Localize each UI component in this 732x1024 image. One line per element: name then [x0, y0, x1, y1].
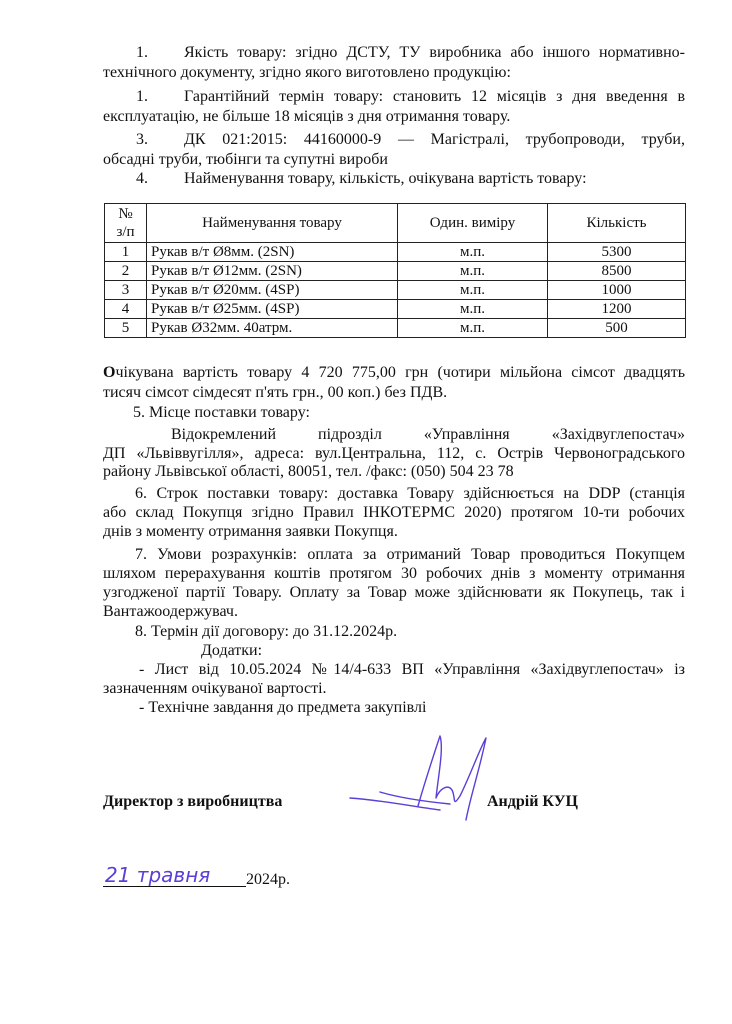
row-number: 3: [105, 281, 147, 300]
row-number: 5: [105, 319, 147, 338]
goods-table: [104, 203, 686, 338]
item-4-number: 4.: [136, 170, 148, 187]
date-year: 2024р.: [246, 871, 290, 888]
handwritten-date-text: 21 травня: [105, 863, 211, 887]
payment-line-2: шляхом перерахування коштів протягом 30 робочих днів з моменту отримання: [103, 565, 685, 582]
row-number: 1: [105, 243, 147, 262]
item-4-text: Найменування товару, кількість, очікувана вартість товару:: [184, 170, 587, 187]
table-row: [105, 262, 686, 281]
signatory-name: Андрій КУЦ: [487, 793, 578, 810]
header-number-b: з/п: [116, 224, 135, 240]
cost-bold-letter: О: [103, 364, 116, 381]
cost-line-2: тисяч сімсот сімдесят п'ять грн., 00 коп.) без ПДВ.: [103, 384, 448, 401]
payment-line-4: Вантажоодержувач.: [103, 603, 238, 620]
row-name: Рукав Ø32мм. 40атрм.: [147, 319, 398, 338]
item-4-line-1: [103, 169, 685, 189]
handwritten-signature: [340, 728, 500, 828]
appendix-1-line-1: - Лист від 10.05.2024 №14/4-633 ВП «Управління «Західвуглепостач» із: [139, 661, 685, 678]
appendix-1-line-2: зазначенням очікуваної вартості.: [103, 680, 327, 697]
header-number-a: №: [118, 206, 133, 222]
item-1-line-2: технічного документу, згідно якого виготовлено продукцію:: [103, 64, 511, 81]
row-name: Рукав в/т Ø12мм. (2SN): [147, 262, 398, 281]
row-number: 2: [105, 262, 147, 281]
appendix-2: - Технічне завдання до предмета закупівлі: [139, 699, 427, 716]
row-qty: 8500: [548, 262, 686, 281]
payment-line-1: 7. Умови розрахунків: оплата за отриманий Товар проводиться Покупцем: [135, 546, 685, 563]
term-line-3: днів з моменту отримання заявки Покупця.: [103, 523, 398, 540]
table-row: [105, 281, 686, 300]
table-row: [105, 243, 686, 262]
date-underline: [103, 886, 246, 887]
item-3-line-1: [103, 130, 685, 150]
table-row: [105, 319, 686, 338]
item-3-text: ДК 021:2015: 44160000-9 — Магістралі, трубопроводи, труби,: [184, 131, 685, 148]
place-line-2: ДП «Львіввугілля», адреса: вул.Центральна, 112, с. Острів Червоноградського: [103, 445, 685, 462]
signature-date: [103, 860, 303, 900]
row-unit: м.п.: [398, 300, 548, 319]
header-unit: Один. виміру: [398, 204, 548, 243]
table-header-row: [105, 204, 686, 243]
row-qty: 1000: [548, 281, 686, 300]
item-2-number: 1.: [136, 88, 148, 105]
row-unit: м.п.: [398, 281, 548, 300]
header-number: [105, 204, 147, 243]
item-1-text: Якість товару: згідно ДСТУ, ТУ виробника або іншого нормативно-: [184, 44, 685, 61]
row-name: Рукав в/т Ø8мм. (2SN): [147, 243, 398, 262]
cost-line-1: [103, 363, 685, 383]
header-qty: Кількість: [548, 204, 686, 243]
item-2-text: Гарантійний термін товару: становить 12 місяців з дня введення в: [184, 88, 685, 105]
item-2-line-2: експлуатацію, не більше 18 місяців з дня отримання товару.: [103, 108, 511, 125]
contract-term: 8. Термін дії договору: до 31.12.2024р.: [135, 623, 398, 640]
row-name: Рукав в/т Ø25мм. (4SP): [147, 300, 398, 319]
place-heading: 5. Місце поставки товару:: [133, 404, 310, 421]
item-3-line-2: обсадні труби, тюбінги та супутні вироби: [103, 151, 388, 168]
table-row: [105, 300, 686, 319]
row-qty: 500: [548, 319, 686, 338]
row-unit: м.п.: [398, 243, 548, 262]
place-line-1: Відокремлений підрозділ «Управління «Західвуглепостач»: [171, 426, 685, 443]
cost-text: чікувана вартість товару 4 720 775,00 грн (чотири мільйона сімсот двадцять: [115, 364, 685, 381]
row-name: Рукав в/т Ø20мм. (4SP): [147, 281, 398, 300]
signatory-position: Директор з виробництва: [103, 793, 283, 810]
place-line-3: району Львівської області, 80051, тел. /факс: (050) 504 23 78: [103, 463, 514, 480]
item-1-line-1: [103, 43, 685, 63]
item-3-number: 3.: [136, 131, 148, 148]
row-unit: м.п.: [398, 262, 548, 281]
row-number: 4: [105, 300, 147, 319]
term-line-1: 6. Строк поставки товару: доставка Товару здійснюється на DDP (станція: [135, 485, 685, 502]
item-2-line-1: [103, 87, 685, 107]
item-1-number: 1.: [136, 44, 148, 61]
appendix-heading: Додатки:: [201, 642, 263, 659]
row-qty: 5300: [548, 243, 686, 262]
term-line-2: або склад Покупця згідно Правил ІНКОТЕРМС 2020) протягом 10-ти робочих: [103, 504, 685, 521]
row-unit: м.п.: [398, 319, 548, 338]
row-qty: 1200: [548, 300, 686, 319]
payment-line-3: узгодженої партії Товару. Оплату за Товар може здійснювати як Покупець, так і: [103, 584, 685, 601]
header-name: Найменування товару: [147, 204, 398, 243]
